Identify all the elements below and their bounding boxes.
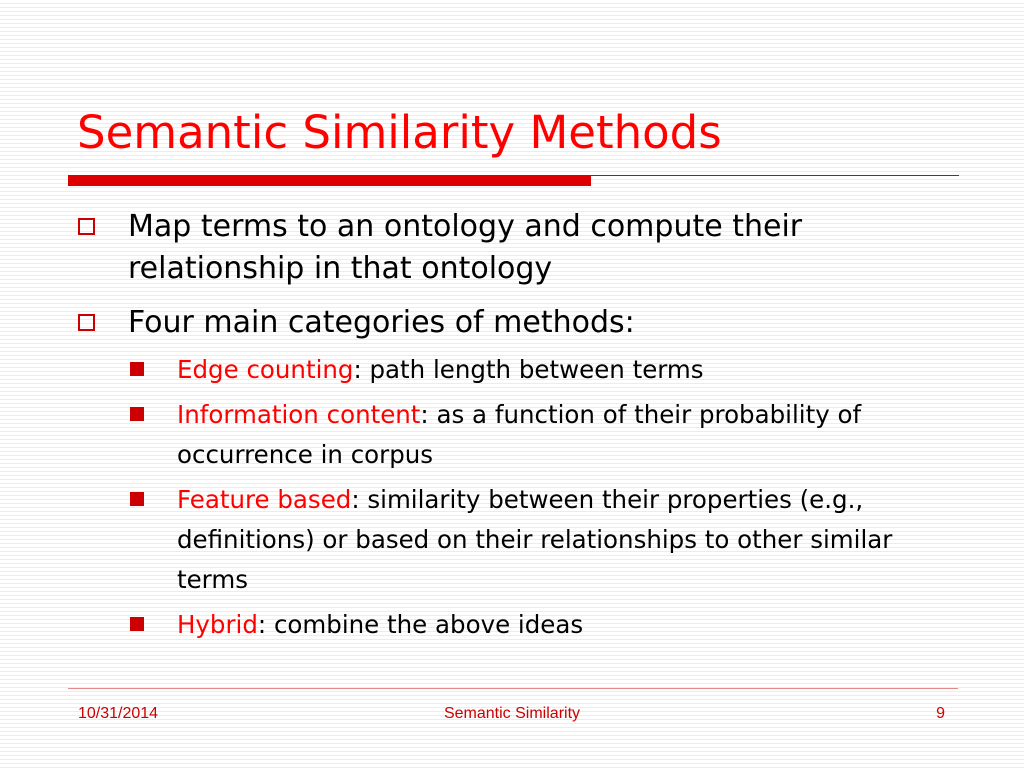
- method-term: Edge counting: [177, 355, 354, 384]
- method-term: Hybrid: [177, 610, 258, 639]
- title-underline-thick: [68, 175, 591, 186]
- method-description: : similarity between their properties (e.g., definitions) or based on their relationships to other similar terms: [177, 485, 893, 594]
- hollow-square-bullet-icon: [78, 314, 95, 331]
- sub-bullet-list: [78, 350, 958, 645]
- page-number: 9: [936, 705, 945, 722]
- bullet-item: [78, 206, 958, 290]
- method-description: : as a function of their probability of occurrence in corpus: [177, 400, 862, 469]
- footer-date: 10/31/2014: [78, 705, 159, 722]
- method-description: : path length between terms: [353, 355, 704, 384]
- filled-square-bullet-icon: [130, 492, 144, 506]
- bullet-item: [78, 302, 958, 344]
- method-term: Feature based: [177, 485, 352, 514]
- slide-title: Semantic Similarity Methods: [77, 106, 722, 159]
- method-term: Information content: [177, 400, 421, 429]
- hollow-square-bullet-icon: [78, 218, 95, 235]
- bullet-text: Four main categories of methods:: [128, 305, 635, 340]
- footer-title: Semantic Similarity: [443, 705, 581, 722]
- sub-bullet-item: [78, 395, 958, 475]
- filled-square-bullet-icon: [130, 617, 144, 631]
- filled-square-bullet-icon: [130, 407, 144, 421]
- sub-bullet-item: [78, 350, 958, 390]
- filled-square-bullet-icon: [130, 362, 144, 376]
- slide-body: [78, 206, 958, 650]
- method-description: : combine the above ideas: [257, 610, 584, 639]
- bullet-text: Map terms to an ontology and compute their relationship in that ontology: [128, 209, 803, 286]
- footer-divider: [68, 688, 958, 689]
- title-underline-thin: [591, 175, 959, 176]
- sub-bullet-item: [78, 480, 958, 600]
- sub-bullet-item: [78, 605, 958, 645]
